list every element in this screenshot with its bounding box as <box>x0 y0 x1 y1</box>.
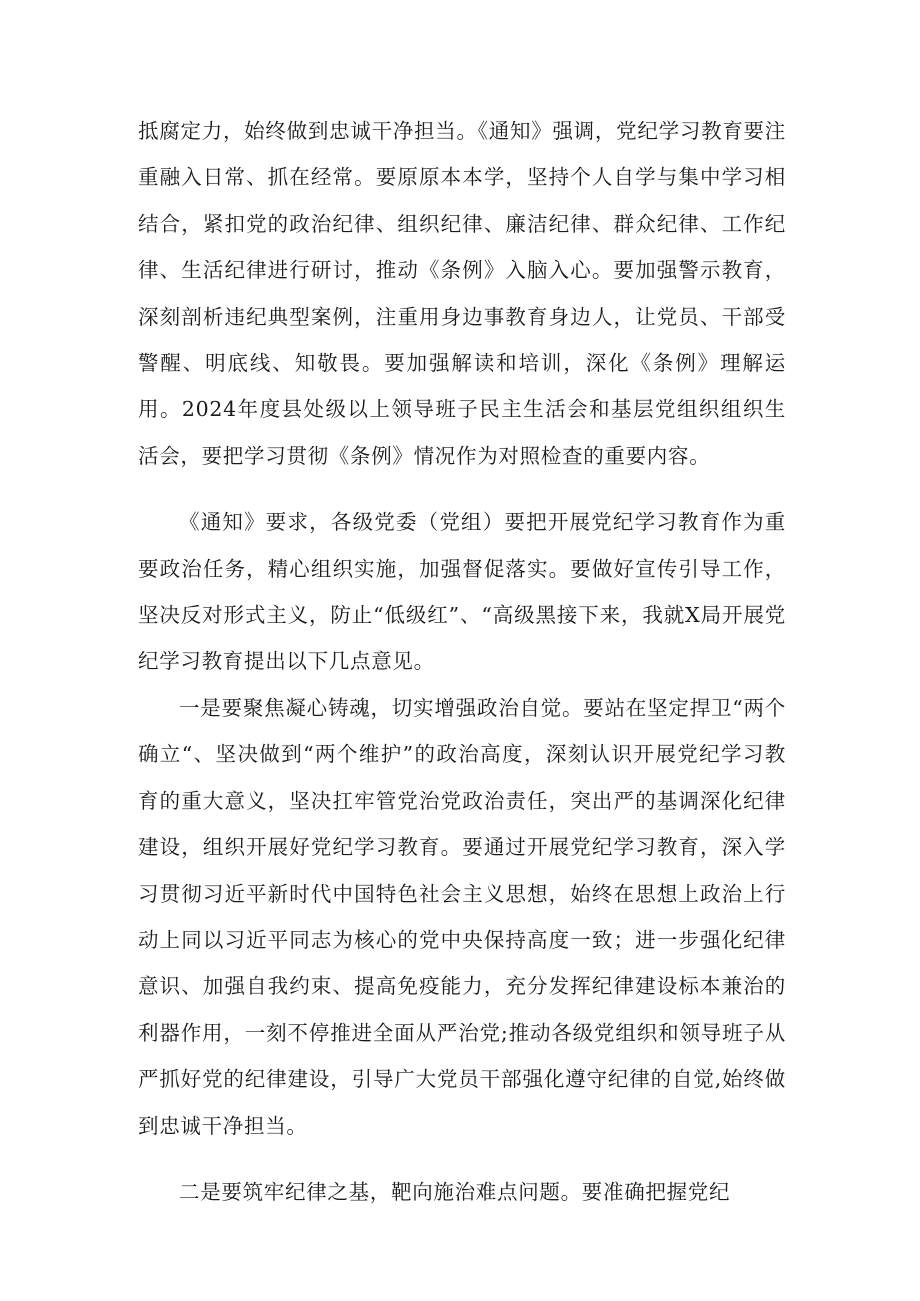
paragraph-4: 二是要筑牢纪律之基，靶向施治难点问题。要准确把握党纪 <box>179 1179 731 1204</box>
paragraph-2: 《通知》要求，各级党委（党组）要把开展党纪学习教育作为重要政治任务，精心组织实施，加强督促落实。要做好宣传引导工作，坚决反对形式主义，防止“低级红”、“高级黑接下来，我就X局开展党纪学习教育提出以下几点意见。 <box>138 510 786 674</box>
paragraph-1: 抵腐定力，始终做到忠诚干净担当。《通知》强调，党纪学习教育要注重融入日常、抓在经常。要原原本本学，坚持个人自学与集中学习相结合，紧扣党的政治纪律、组织纪律、廉洁纪律、群众纪律、工作纪律、生活纪律进行研讨，推动《条例》入脑入心。要加强警示教育，深刻剖析违纪典型案例，注重用身边事教育身边人，让党员、干部受警醒、明底线、知敬畏。要加强解读和培训，深化《条例》理解运用。2024年度县处级以上领导班子民主生活会和基层党组织组织生活会，要把学习贯彻《条例》情况作为对照检查的重要内容。 <box>138 119 786 468</box>
document-body <box>138 108 786 1215</box>
paragraph-3: 一是要聚焦凝心铸魂，切实增强政治自觉。要站在坚定捍卫“两个确立“、坚决做到“两个维护”的政治高度，深刻认识开展党纪学习教育的重大意义，坚决扛牢管党治党政治责任，突出严的基调深化纪律建设，组织开展好党纪学习教育。要通过开展党纪学习教育，深入学习贯彻习近平新时代中国特色社会主义思想，始终在思想上政治上行动上同以习近平同志为核心的党中央保持高度一致；进一步强化纪律意识、加强自我约束、提高免疫能力，充分发挥纪律建设标本兼治的利器作用，一刻不停推进全面从严治党;推动各级党组织和领导班子从严抓好党的纪律建设，引导广大党员干部强化遵守纪律的自觉,始终做到忠诚干净担当。 <box>138 695 786 1138</box>
